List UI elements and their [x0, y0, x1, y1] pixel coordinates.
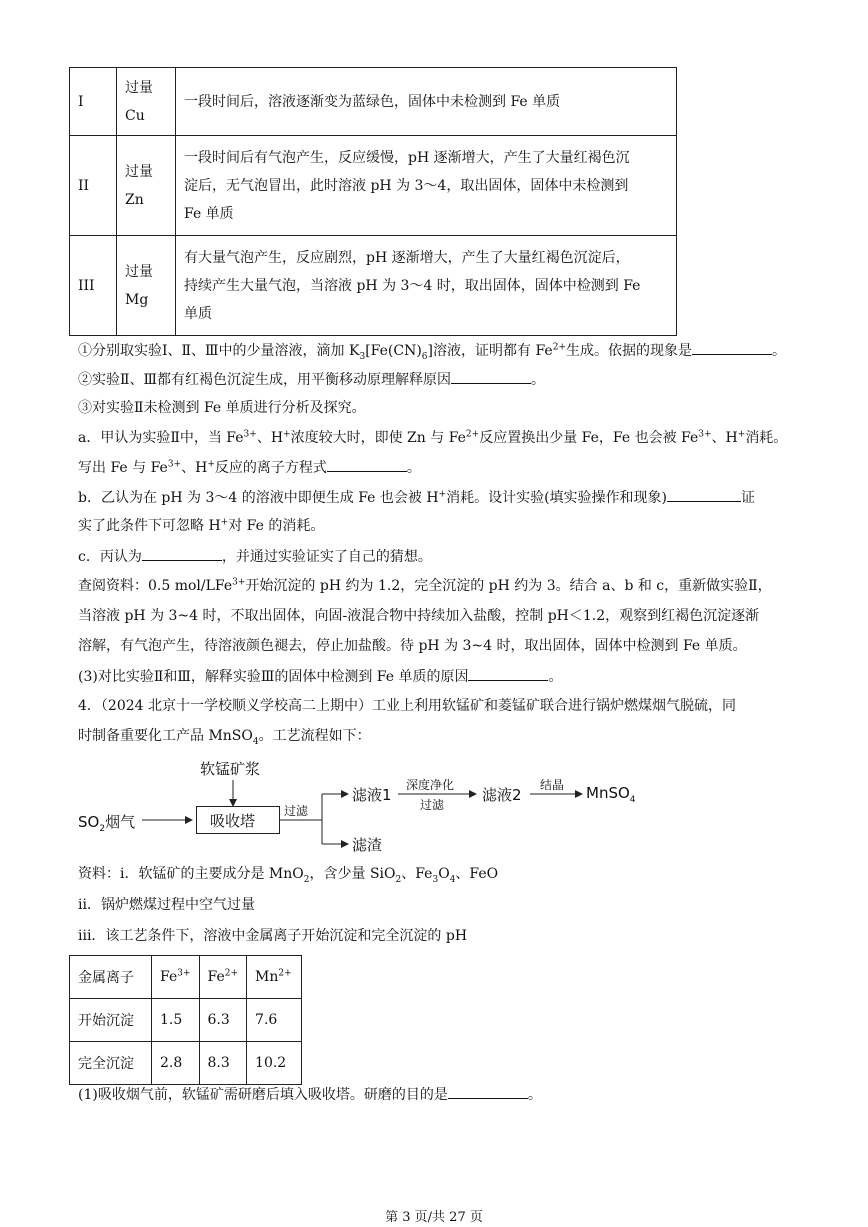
question-grinding: (1)吸收烟气前，软锰矿需研磨后填入吸收塔。研磨的目的是 。: [78, 1084, 542, 1105]
info-ii: ii．锅炉燃煤过程中空气过量: [78, 897, 255, 913]
reagent-cell: [117, 236, 176, 336]
table-cell: 8.3: [199, 1042, 247, 1085]
reagent-cell: [117, 68, 176, 136]
ion-precipitation-table: [69, 955, 302, 1085]
table-cell: 6.3: [199, 999, 247, 1042]
observation-line: 单质: [184, 305, 212, 322]
experiment-id: II: [70, 136, 117, 236]
table-cell: 2.8: [152, 1042, 200, 1085]
question-3: ③对实验Ⅱ未检测到 Fe 单质进行分析及探究。: [78, 400, 366, 416]
flow-residue-label: 滤渣: [352, 836, 383, 854]
process-flow-diagram: [70, 756, 690, 856]
question-1: ①分别取实验Ⅰ、Ⅱ、Ⅲ中的少量溶液，滴加 $K_3[Fe(CN)_6]$溶液，证明都有 $Fe^{2+}$生成。依据的现象是 。: [78, 340, 786, 361]
answer-blank[interactable]: [142, 546, 222, 561]
observation-line: 持续产生大量气泡，当溶液 pH 为 3～4 时，取出固体，固体中检测到 Fe: [184, 277, 641, 294]
reagent-label: 过量: [125, 79, 153, 96]
observation-line: 有大量气泡产生，反应剧烈，pH 逐渐增大，产生了大量红褐色沉淀后，: [184, 249, 630, 266]
question-2: ②实验Ⅱ、Ⅲ都有红褐色沉淀生成，用平衡移动原理解释原因 。: [78, 369, 545, 390]
flow-filtrate1-label: 滤液1: [352, 786, 392, 804]
table-cell: 7.6: [247, 999, 302, 1042]
table-cell: 10.2: [247, 1042, 302, 1085]
flow-crystal-label: 结晶: [540, 778, 565, 792]
observation-line: 一段时间后有气泡产生，反应缓慢，pH 逐渐增大，产生了大量红褐色沉: [184, 149, 630, 166]
question-3-compare: (3)对比实验Ⅱ和Ⅲ，解释实验Ⅲ的固体中检测到 Fe 单质的原因 。: [78, 666, 562, 687]
reagent-label: 过量: [125, 163, 153, 180]
reagent-metal: Cu: [125, 107, 145, 124]
part-b-line-1: b．乙认为在 pH 为 3～4 的溶液中即便生成 Fe 也会被 H+消耗。设计实验(填实验操作和现象) 证: [78, 487, 755, 508]
part-a-line-2: 写出 Fe 与 $Fe^{3+}$、H+反应的离子方程式 。: [78, 457, 421, 478]
row-label: 开始沉淀: [70, 999, 152, 1042]
answer-blank[interactable]: [448, 1084, 528, 1099]
flow-filter-label: 过滤: [284, 804, 309, 818]
header-cell: $Fe^{2+}$: [199, 956, 247, 999]
table-row: [70, 136, 677, 236]
table-header-row: [70, 956, 302, 999]
reagent-cell: [117, 136, 176, 236]
header-cell: $Mn^{2+}$: [247, 956, 302, 999]
flow-filtrate2-label: 滤液2: [482, 786, 522, 804]
observation-cell: [176, 136, 677, 236]
experiment-table: [69, 67, 677, 336]
flow-tower-label: 吸收塔: [210, 812, 256, 830]
problem-4-line-2: 时制备重要化工产品 MnSO$_4$。工艺流程如下：: [78, 728, 371, 747]
observation-cell: [176, 236, 677, 336]
observation-cell: [176, 68, 677, 136]
page-footer: 第 3 页/共 27 页: [385, 1210, 483, 1225]
reference-line-2: 当溶液 pH 为 3~4 时，不取出固体，向固-液混合物中持续加入盐酸，控制 pH＜1.2，观察到红褐色沉淀逐渐: [78, 608, 760, 624]
part-b-line-2: 实了此条件下可忽略 H+对 Fe 的消耗。: [78, 517, 325, 534]
table-row: [70, 999, 302, 1042]
table-row: [70, 68, 677, 136]
part-a-line-1: a．甲认为实验Ⅱ中，当 $Fe^{3+}$、H+浓度较大时，即使 Zn 与 $Fe^{2+}$反应置换出少量 Fe，Fe 也会被 $Fe^{3+}$、H+消耗。: [78, 429, 788, 446]
problem-4-line-1: 4．（2024 北京十一学校顺义学校高二上期中）工业上利用软锰矿和菱锰矿联合进行锅炉燃煤烟气脱硫，同: [78, 698, 736, 714]
flow-purify-top-label: 深度净化: [406, 778, 455, 792]
observation-line: Fe 单质: [184, 205, 234, 222]
table-row: [70, 236, 677, 336]
header-cell: 金属离子: [70, 956, 152, 999]
answer-blank[interactable]: [327, 457, 407, 472]
flow-slurry-label: 软锰矿浆: [200, 760, 261, 778]
experiment-id: III: [70, 236, 117, 336]
answer-blank[interactable]: [451, 369, 531, 384]
experiment-id: I: [70, 68, 117, 136]
answer-blank[interactable]: [692, 340, 772, 355]
reagent-metal: Zn: [125, 191, 144, 208]
observation-line: 淀后，无气泡冒出，此时溶液 pH 为 3～4，取出固体，固体中未检测到: [184, 177, 629, 194]
table-cell: 1.5: [152, 999, 200, 1042]
flow-product-label: MnSO$_4$: [586, 784, 636, 805]
part-c: c．丙认为 ，并通过实验证实了自己的猜想。: [78, 546, 432, 567]
flow-gas-label: $SO_2$烟气: [78, 813, 136, 834]
table-row: [70, 1042, 302, 1085]
answer-blank[interactable]: [468, 666, 548, 681]
reference-line-3: 溶解，有气泡产生，待溶液颜色褪去，停止加盐酸。待 pH 为 3~4 时，取出固体，固体中检测到 Fe 单质。: [78, 638, 747, 654]
answer-blank[interactable]: [667, 487, 741, 502]
header-cell: $Fe^{3+}$: [152, 956, 200, 999]
info-iii: iii．该工艺条件下，溶液中金属离子开始沉淀和完全沉淀的 pH: [78, 928, 468, 944]
row-label: 完全沉淀: [70, 1042, 152, 1085]
info-i: 资料：i．软锰矿的主要成分是 MnO$_2$，含少量 SiO$_2$、$Fe_3O_4$、FeO: [78, 866, 499, 885]
reagent-metal: Mg: [125, 291, 149, 308]
reference-line-1: 查阅资料：0.5 mol/LFe$^{3+}$开始沉淀的 pH 约为 1.2，完全沉淀的 pH 约为 3。结合 a、b 和 c，重新做实验Ⅱ，: [78, 577, 772, 594]
observation-line: 一段时间后，溶液逐渐变为蓝绿色，固体中未检测到 Fe 单质: [184, 93, 561, 110]
reagent-label: 过量: [125, 263, 153, 280]
flow-purify-bottom-label: 过滤: [420, 798, 445, 812]
